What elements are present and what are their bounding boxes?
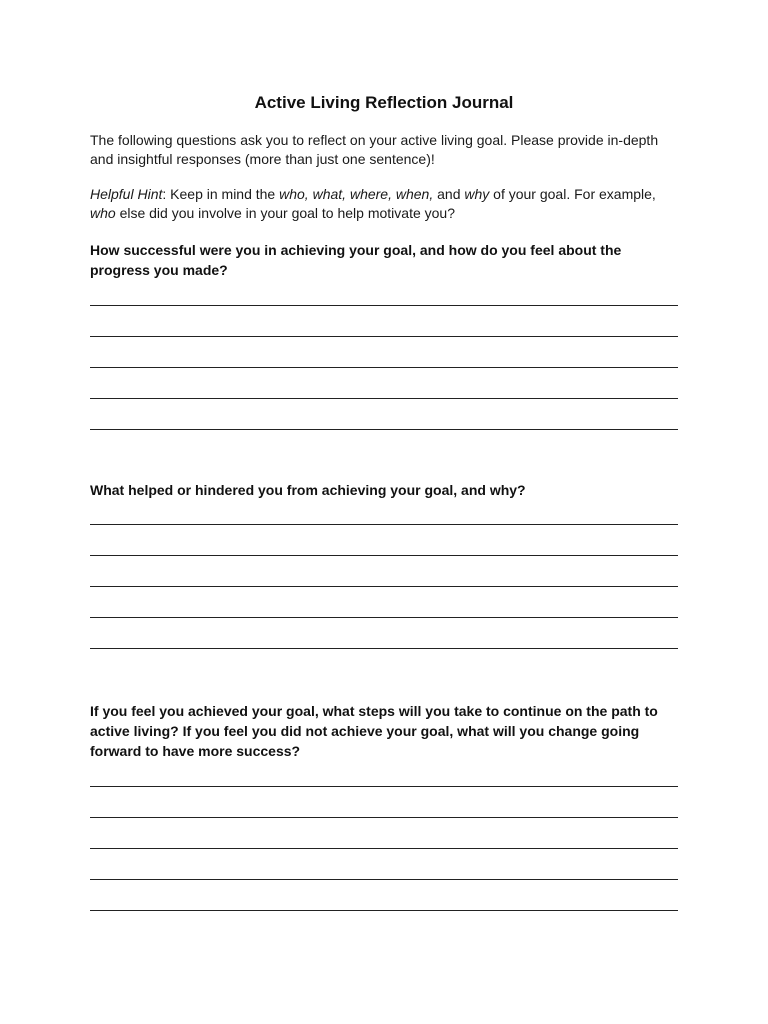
- answer-line[interactable]: [90, 879, 678, 880]
- answer-line[interactable]: [90, 398, 678, 399]
- answer-line[interactable]: [90, 817, 678, 818]
- hint-who: who,: [279, 186, 309, 202]
- answer-line[interactable]: [90, 648, 678, 649]
- hint-when: when,: [395, 186, 434, 202]
- question-1: How successful were you in achieving your goal, and how do you feel about the progress you made?: [90, 242, 622, 278]
- answer-line[interactable]: [90, 910, 678, 911]
- answer-line[interactable]: [90, 555, 678, 556]
- answer-line[interactable]: [90, 429, 678, 430]
- hint-text-3: else did you involve in your goal to help motivate you?: [115, 205, 456, 221]
- hint-and: and: [433, 186, 465, 202]
- answer-line[interactable]: [90, 336, 678, 337]
- question-2: What helped or hindered you from achieving your goal, and why?: [90, 482, 526, 498]
- page-title: Active Living Reflection Journal: [254, 93, 514, 112]
- question-3: If you feel you achieved your goal, what steps will you take to continue on the path to active living? If you feel you did not achieve your goal, what will you change going forward to have more success?: [90, 703, 658, 759]
- intro-paragraph: The following questions ask you to reflect on your active living goal. Please provide in-depth and insightful responses (more than just one sentence)!: [90, 132, 659, 167]
- hint-label: Helpful Hint: [90, 186, 163, 202]
- hint-who-2: who: [90, 205, 116, 221]
- hint-text-2: of your goal. For example,: [489, 186, 656, 202]
- answer-line[interactable]: [90, 848, 678, 849]
- helpful-hint-paragraph: [90, 185, 680, 223]
- hint-text-1: : Keep in mind the: [162, 186, 280, 202]
- answer-line[interactable]: [90, 524, 678, 525]
- answer-line[interactable]: [90, 367, 678, 368]
- hint-where: where,: [349, 186, 392, 202]
- answer-line[interactable]: [90, 786, 678, 787]
- hint-what: what,: [312, 186, 347, 202]
- answer-line[interactable]: [90, 305, 678, 306]
- answer-line[interactable]: [90, 586, 678, 587]
- hint-why: why: [464, 186, 490, 202]
- answer-line[interactable]: [90, 617, 678, 618]
